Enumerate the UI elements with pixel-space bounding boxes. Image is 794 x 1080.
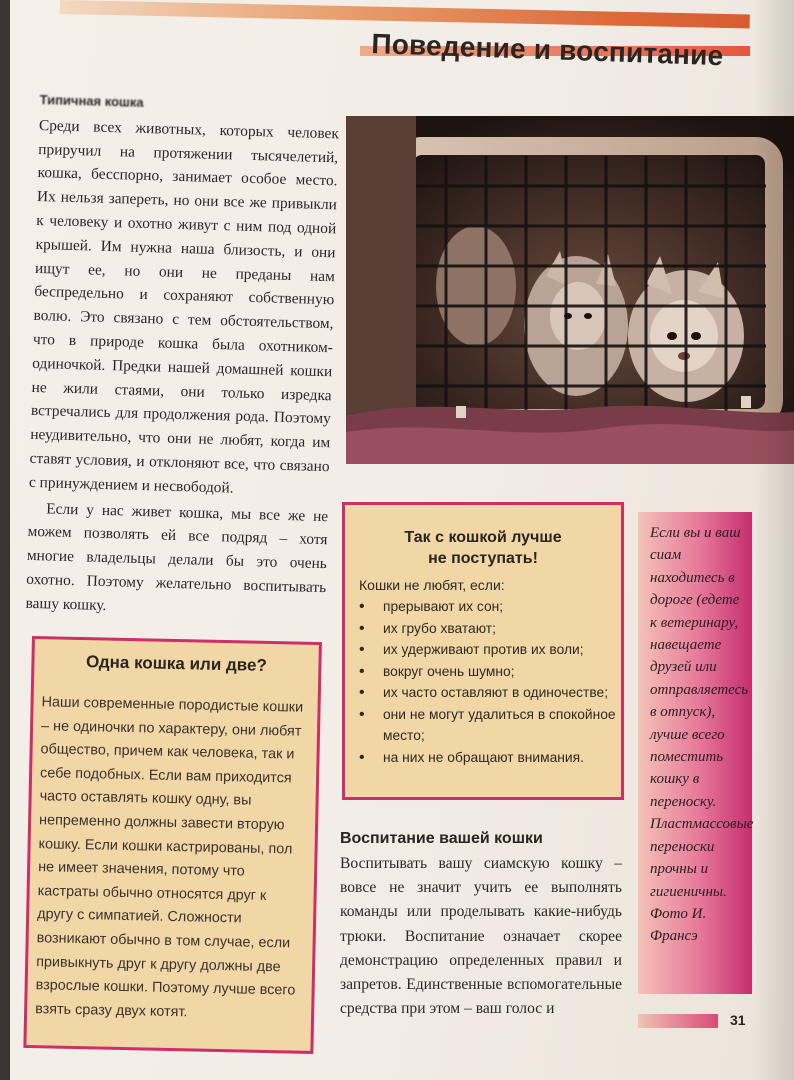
education-section-text: Воспитывать вашу сиамскую кошку – вовсе не значит учить ее выполнять команды или проделывать какие-нибудь трюки. Воспитание означает скорее демонстрацию определенных правил и запретов. Единственные вспомогательные средства при этом – ваш голос и (340, 855, 622, 1018)
one-or-two-cats-text: Наши современные породистые кошки – не одиночки по характеру, они любят общество, причем как человека, так и себе подобных. Если вам приходится часто оставлять кошку одну, вы непременно должны завести вторую кошку. Если кошки кастрированы, пол не имеет значения, потому что кастраты обычно относятся друг к другу с симпатией. Сложности возникают обычно в том случае, если привыкнуть друг к другу должны две взрослые кошки. Поэтому лучше всего взять сразу двух котят. (35, 694, 304, 1021)
main-column (25, 88, 340, 624)
page-title: Поведение и воспитание (370, 28, 724, 72)
dont-do-intro: Кошки не любят, если: (359, 577, 505, 593)
dont-do-title-line-2: не поступать! (428, 550, 538, 567)
dont-do-title-line-1: Так с кошкой лучше (404, 529, 562, 546)
photo-caption-text: Если вы и ваш сиам находитесь в дороге (едете к ветеринару, навещаете друзей или отправляетесь в отпуск), лучше всего поместить кошку в переноску. Пластмассовые переноски прочны и гигиеничны. Фото И. Франсэ (650, 525, 754, 945)
list-item: • их грубо хватают; (359, 618, 621, 640)
one-or-two-cats-box (23, 636, 322, 1054)
list-item: • вокруг очень шумно; (359, 661, 621, 683)
main-paragraph-2: Если у нас живет кошка, мы все же не можем позволять ей все подряд – хотя многие владельцы делали бы это очень охотно. Поэтому желательно воспитывать вашу кошку. (25, 499, 329, 614)
main-paragraph-1: Среди всех животных, которых человек приручил на протяжении тысячелетий, кошка, бесспорно, занимает особое место. Их нельзя запереть, но они все же привыкли к человеку и охотно живут с ним под одной крышей. Им нужна наша близость, и они ищут ее, но они не преданы нам беспредельно и сохраняют собственную волю. Это связано с тем обстоятельством, что в природе кошка была охотником-одиночкой. Предки нашей домашней кошки не жили стаями, они только изредка встречались для продолжения рода. Поэтому неудивительно, что они не любят, когда им ставят условия, и отклоняют все, что связано с принуждением и несвободой. (28, 116, 340, 497)
list-item: • их удерживают против их воли; (359, 639, 621, 661)
page-number: 31 (730, 1012, 746, 1028)
list-item: • их часто оставляют в одиночестве; (359, 682, 621, 704)
main-subtitle: Типичная кошка (39, 91, 144, 110)
education-section-title: Воспитание вашей кошки (340, 830, 543, 847)
dont-do-box (342, 502, 624, 800)
list-item: • на них не обращают внимания. (359, 747, 621, 769)
top-color-band (60, 0, 750, 28)
dont-do-list (359, 596, 621, 768)
list-item: • прерывают их сон; (359, 596, 621, 618)
page-shadow (754, 0, 794, 1080)
dont-do-title (345, 527, 621, 569)
one-or-two-cats-title: Одна кошка или две? (85, 652, 268, 675)
page-number-bar (638, 1014, 718, 1028)
cats-in-carrier-photo (346, 116, 794, 464)
book-page (10, 0, 794, 1080)
list-item: • они не могут удалиться в спокойное место; (359, 704, 621, 747)
photo-caption (638, 512, 752, 994)
